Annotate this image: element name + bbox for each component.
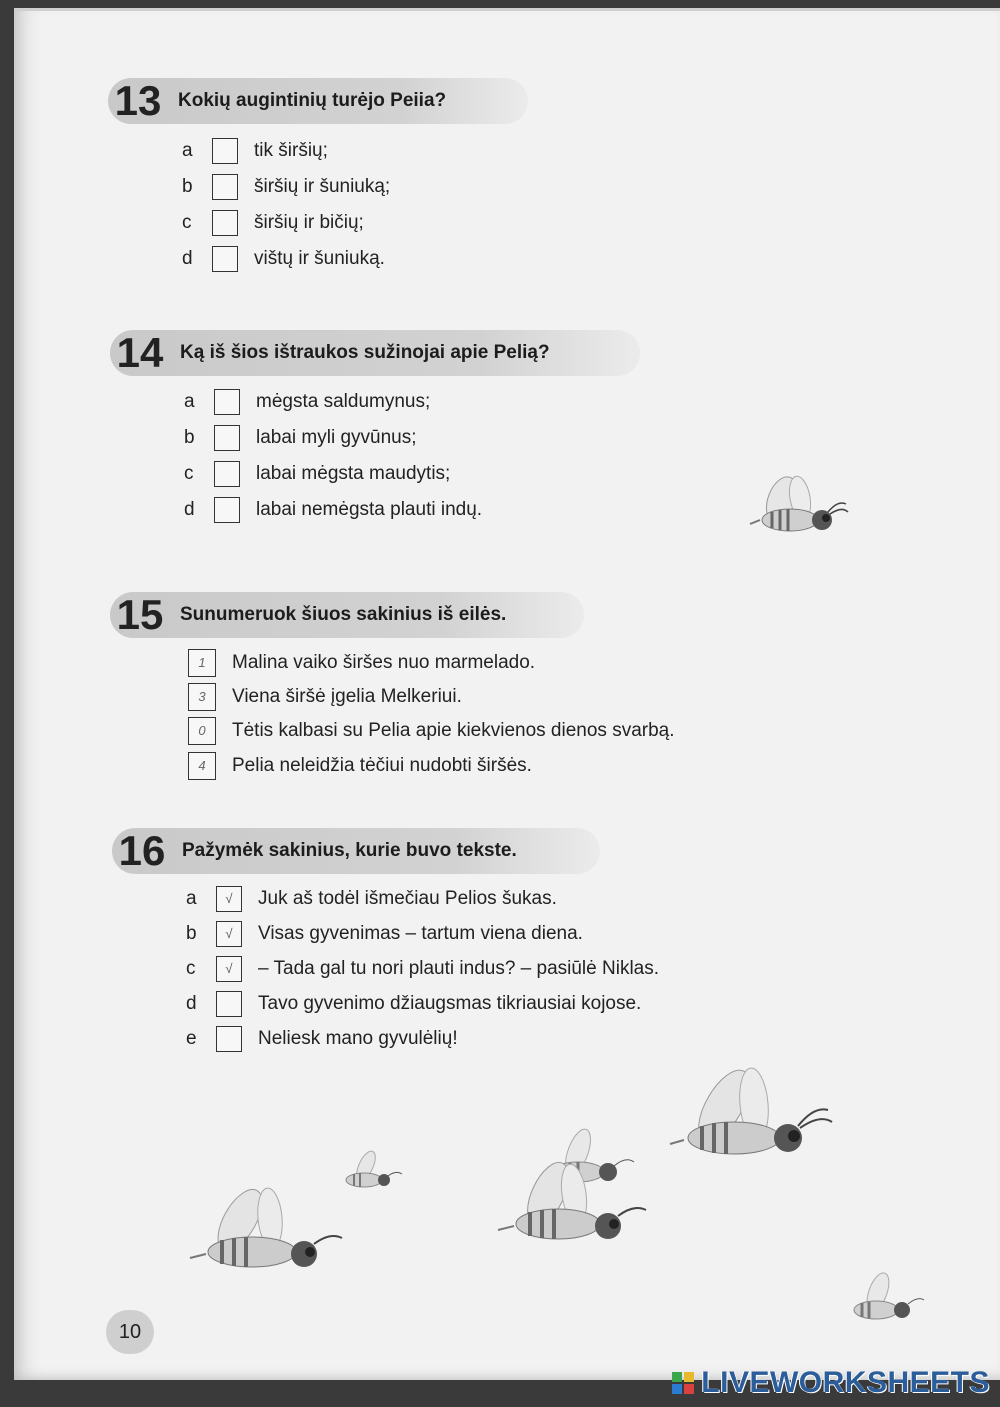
sentence-text: Pelia neleidžia tėčiui nudobti širšės. <box>232 755 532 776</box>
option-letter: b <box>186 923 197 944</box>
option-text: labai nemėgsta plauti indų. <box>256 499 483 520</box>
bee-illustration <box>654 1066 854 1186</box>
option-text: vištų ir šuniuką. <box>254 248 385 269</box>
brand-wordmark: LIVEWORKSHEETS <box>701 1366 990 1399</box>
option-letter: b <box>184 427 195 448</box>
order-number-box[interactable]: 1 <box>188 649 216 677</box>
answer-checkbox[interactable] <box>214 461 240 487</box>
option-text: – Tada gal tu nori plauti indus? – pasiūlė Niklas. <box>258 958 660 979</box>
option-text: labai mėgsta maudytis; <box>256 463 451 484</box>
question-number: 14 <box>116 329 164 376</box>
option-text: mėgsta saldumynus; <box>256 391 431 412</box>
option-letter: c <box>182 212 192 233</box>
order-number-box[interactable]: 4 <box>188 752 216 780</box>
bee-illustration <box>742 470 862 550</box>
answer-checkbox[interactable] <box>214 389 240 415</box>
question-title: Sunumeruok šiuos sakinius iš eilės. <box>180 604 507 625</box>
order-number-box[interactable]: 0 <box>188 717 216 745</box>
bee-illustration <box>834 1270 934 1330</box>
option-letter: c <box>186 958 196 979</box>
option-letter: a <box>186 888 197 909</box>
question-15-header <box>110 592 584 638</box>
question-title: Pažymėk sakinius, kurie buvo tekste. <box>182 840 517 861</box>
page-number-badge <box>106 1310 154 1354</box>
worksheet-page <box>14 8 1000 1380</box>
page-edge <box>14 8 1000 11</box>
option-letter: b <box>182 176 193 197</box>
answer-checkbox[interactable]: √ <box>216 921 242 947</box>
bee-illustration <box>174 1184 354 1294</box>
question-title: Kokių augintinių turėjo Peiia? <box>178 90 447 111</box>
option-letter: c <box>184 463 194 484</box>
option-text: Tavo gyvenimo džiaugsmas tikriausiai kojose. <box>258 993 642 1014</box>
option-text: Neliesk mano gyvulėlių! <box>258 1028 458 1049</box>
answer-checkbox[interactable] <box>216 1026 242 1052</box>
liveworksheets-logo-icon <box>671 1371 695 1395</box>
option-text: Visas gyvenimas – tartum viena diena. <box>258 923 583 944</box>
answer-checkbox[interactable] <box>214 425 240 451</box>
answer-checkbox[interactable] <box>214 497 240 523</box>
bee-illustration <box>478 1158 658 1268</box>
question-title: Ką iš šios ištraukos sužinojai apie Pelią? <box>180 342 550 363</box>
answer-checkbox[interactable] <box>216 991 242 1017</box>
option-text: širšių ir bičių; <box>254 212 364 233</box>
answer-checkbox[interactable] <box>212 174 238 200</box>
option-text: tik širšių; <box>254 140 328 161</box>
option-letter: a <box>184 391 195 412</box>
answer-checkbox[interactable]: √ <box>216 956 242 982</box>
option-letter: a <box>182 140 193 161</box>
option-text: širšių ir šuniuką; <box>254 176 391 197</box>
page-number: 10 <box>118 1321 142 1343</box>
option-letter: e <box>186 1028 197 1049</box>
sentence-text: Tėtis kalbasi su Pelia apie kiekvienos dienos svarbą. <box>232 720 675 741</box>
question-13-header <box>108 78 528 124</box>
option-letter: d <box>182 248 193 269</box>
order-number-box[interactable]: 3 <box>188 683 216 711</box>
sentence-text: Malina vaiko širšes nuo marmelado. <box>232 652 536 673</box>
answer-checkbox[interactable] <box>212 210 238 236</box>
option-text: labai myli gyvūnus; <box>256 427 417 448</box>
question-16-header <box>112 828 600 874</box>
answer-checkbox[interactable]: √ <box>216 886 242 912</box>
option-text: Juk aš todėl išmečiau Pelios šukas. <box>258 888 557 909</box>
answer-checkbox[interactable] <box>212 246 238 272</box>
sentence-text: Viena širšė įgelia Melkeriui. <box>232 686 462 707</box>
option-letter: d <box>186 993 197 1014</box>
question-number: 15 <box>116 591 164 638</box>
question-14-header <box>110 330 640 376</box>
question-number: 16 <box>118 827 166 874</box>
question-number: 13 <box>114 77 162 124</box>
option-letter: d <box>184 499 195 520</box>
liveworksheets-brand <box>671 1363 990 1403</box>
answer-checkbox[interactable] <box>212 138 238 164</box>
